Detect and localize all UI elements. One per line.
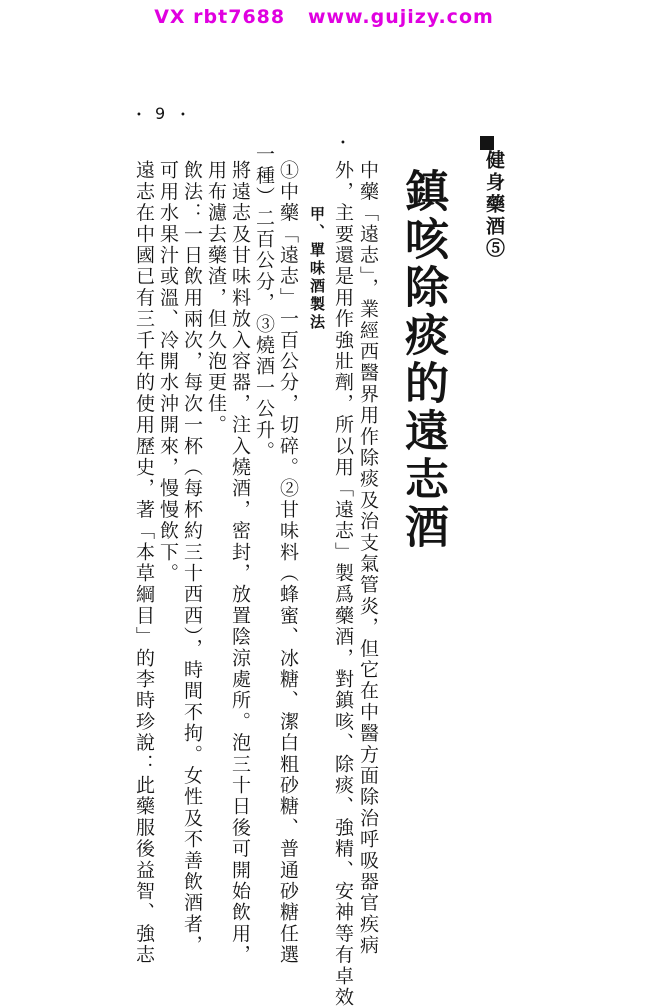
header-dot-right: • [180, 110, 186, 121]
body-column-6: 用布濾去藥渣，但久泡更佳。 [205, 160, 227, 436]
page-number: 9 [155, 104, 166, 123]
body-column-7: 飲法：一日飲用兩次，每次一杯（每杯約三十西西），時間不拘。女性及不善飲酒者， [181, 160, 203, 957]
body-column-5: 將遠志及甘味料放入容器，注入燒酒，密封，放置陰涼處所。泡三十日後可開始飲用， [229, 160, 251, 966]
article-title: 鎮咳除痰的遠志酒 [397, 168, 448, 552]
body-column-2: 外，主要還是用作強壯劑，所以用「遠志」製爲藥酒，對鎮咳、除痰、強精、安神等有卓效 [332, 160, 354, 1008]
section-heading: 甲、單味酒製法 [308, 206, 326, 332]
header-dot-left: • [136, 110, 142, 121]
series-marker [480, 136, 494, 150]
body-column-1: 中藥「遠志」，業經西醫界用作除痰及治支氣管炎，但它在中醫方面除治呼吸器官疾病 [357, 160, 379, 957]
series-label-column [480, 136, 503, 260]
body-column-3: ①中藥「遠志」一百公分，切碎。②甘味料（蜂蜜、冰糖、潔白粗砂糖、普通砂糖任選 [277, 160, 299, 966]
series-label: 健身藥酒⑤ [483, 150, 505, 260]
body-column-8: 可用水果汁或溫、冷開水沖開來，慢慢飲下。 [157, 160, 179, 584]
body-column-4: 一種）二百公分，③燒酒一公升。 [253, 144, 275, 462]
watermark: VX rbt7688 www.gujizy.com [154, 6, 494, 28]
intro-bullet: • [340, 138, 346, 149]
body-column-9: 遠志在中國已有三千年的使用歷史，著「本草綱目」的李時珍說：此藥服後益智、強志 [133, 160, 155, 966]
